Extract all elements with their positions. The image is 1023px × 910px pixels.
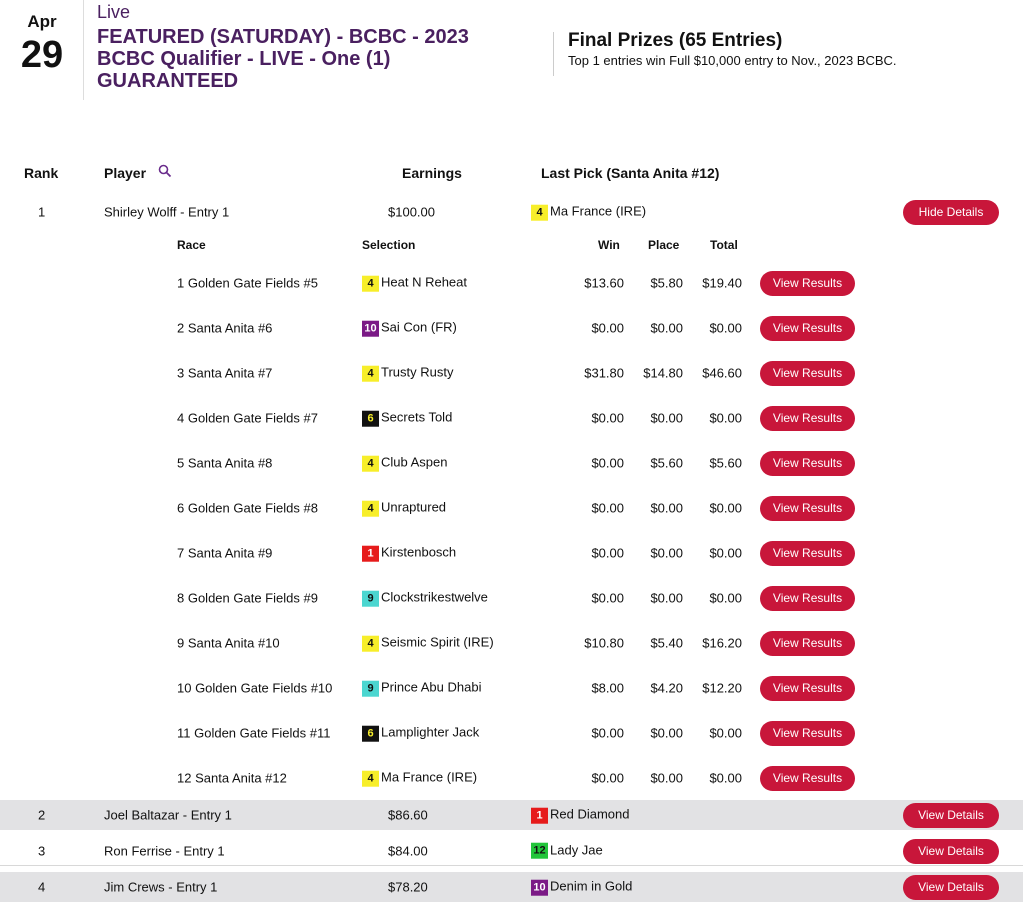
last-pick-cell: [531, 807, 630, 824]
detail-row: [0, 538, 1023, 568]
horse-name: Red Diamond: [550, 806, 630, 822]
view-details-button[interactable]: View Details: [903, 839, 999, 864]
date-day: 29: [20, 34, 64, 76]
place-cell: $0.00: [650, 410, 683, 426]
horse-name: Prince Abu Dhabi: [381, 679, 482, 695]
horse-name: Sai Con (FR): [381, 319, 457, 335]
selection-cell: [362, 590, 488, 607]
post-position-badge: 6: [362, 725, 379, 741]
column-earnings: Earnings: [402, 165, 462, 181]
win-cell: $13.60: [584, 275, 624, 291]
column-last-pick: Last Pick (Santa Anita #12): [541, 165, 720, 181]
horse-name: Kirstenbosch: [381, 544, 457, 560]
view-results-button[interactable]: View Results: [760, 496, 855, 521]
horse-name: Lady Jae: [550, 842, 603, 858]
column-player: Player: [104, 165, 147, 181]
total-cell: $19.40: [702, 275, 742, 291]
date-month: Apr: [27, 12, 57, 31]
win-cell: $0.00: [591, 455, 624, 471]
place-cell: $5.60: [650, 455, 683, 471]
total-cell: $16.20: [702, 635, 742, 651]
selection-cell: [362, 635, 494, 652]
selection-cell: [362, 500, 446, 517]
rank-cell: 2: [38, 807, 46, 823]
selection-cell: [362, 275, 467, 292]
post-position-badge: 1: [362, 545, 379, 561]
player-name: Joel Baltazar - Entry 1: [104, 807, 232, 823]
race-cell: 1 Golden Gate Fields #5: [177, 275, 318, 291]
total-cell: $0.00: [709, 410, 742, 426]
view-results-button[interactable]: View Results: [760, 766, 855, 791]
win-cell: $0.00: [591, 320, 624, 336]
contest-title: FEATURED (SATURDAY) - BCBC - 2023 BCBC Qualifier - LIVE - One (1) GUARANTEED: [97, 26, 469, 92]
place-cell: $14.80: [643, 365, 683, 381]
hide-details-button[interactable]: Hide Details: [903, 200, 999, 225]
total-cell: $0.00: [709, 590, 742, 606]
divider: [553, 32, 554, 76]
win-cell: $0.00: [591, 590, 624, 606]
detail-row: [0, 358, 1023, 388]
total-cell: $0.00: [709, 770, 742, 786]
horse-name: Unraptured: [381, 499, 447, 515]
post-position-badge: 4: [362, 500, 379, 516]
detail-row: [0, 403, 1023, 433]
post-position-badge: 12: [531, 843, 548, 859]
horse-name: Club Aspen: [381, 454, 448, 470]
selection-cell: [362, 770, 477, 787]
post-position-badge: 4: [362, 365, 379, 381]
detail-row: [0, 628, 1023, 658]
race-cell: 5 Santa Anita #8: [177, 455, 273, 471]
place-cell: $0.00: [650, 770, 683, 786]
place-cell: $5.80: [650, 275, 683, 291]
horse-name: Heat N Reheat: [381, 274, 467, 290]
place-cell: $0.00: [650, 590, 683, 606]
leaderboard-row: [0, 800, 1023, 830]
race-cell: 12 Santa Anita #12: [177, 770, 287, 786]
race-cell: 11 Golden Gate Fields #11: [177, 725, 331, 741]
player-name: Shirley Wolff - Entry 1: [104, 204, 230, 220]
race-cell: 10 Golden Gate Fields #10: [177, 680, 333, 696]
rank-cell: 4: [38, 879, 46, 895]
detail-column-selection: Selection: [362, 238, 416, 252]
win-cell: $0.00: [591, 410, 624, 426]
horse-name: Ma France (IRE): [381, 769, 478, 785]
selection-cell: [362, 410, 452, 427]
view-results-button[interactable]: View Results: [760, 451, 855, 476]
date-block: [0, 0, 84, 100]
view-results-button[interactable]: View Results: [760, 316, 855, 341]
race-cell: 2 Santa Anita #6: [177, 320, 273, 336]
post-position-badge: 6: [362, 410, 379, 426]
horse-name: Ma France (IRE): [550, 203, 647, 219]
total-cell: $0.00: [709, 545, 742, 561]
contest-status: Live: [97, 2, 131, 22]
post-position-badge: 4: [362, 275, 379, 291]
detail-row: [0, 718, 1023, 748]
win-cell: $31.80: [584, 365, 624, 381]
selection-cell: [362, 455, 448, 472]
leaderboard-row: [0, 872, 1023, 902]
view-results-button[interactable]: View Results: [760, 721, 855, 746]
last-pick-cell: [531, 842, 603, 859]
total-cell: $5.60: [709, 455, 742, 471]
leaderboard-row: [0, 197, 1023, 227]
earnings-cell: $100.00: [388, 204, 435, 220]
view-results-button[interactable]: View Results: [760, 406, 855, 431]
view-details-button[interactable]: View Details: [903, 875, 999, 900]
place-cell: $0.00: [650, 545, 683, 561]
horse-name: Lamplighter Jack: [381, 724, 480, 740]
total-cell: $0.00: [709, 500, 742, 516]
horse-name: Trusty Rusty: [381, 364, 454, 380]
place-cell: $0.00: [650, 500, 683, 516]
earnings-cell: $86.60: [388, 807, 428, 823]
view-results-button[interactable]: View Results: [760, 361, 855, 386]
win-cell: $0.00: [591, 500, 624, 516]
selection-cell: [362, 320, 457, 337]
prizes-title: Final Prizes (65 Entries): [568, 30, 783, 51]
detail-row: [0, 763, 1023, 793]
view-results-button[interactable]: View Results: [760, 631, 855, 656]
post-position-badge: 1: [531, 807, 548, 823]
post-position-badge: 4: [362, 635, 379, 651]
view-results-button[interactable]: View Results: [760, 586, 855, 611]
view-details-button[interactable]: View Details: [903, 803, 999, 828]
player-name: Ron Ferrise - Entry 1: [104, 843, 225, 858]
place-cell: $0.00: [650, 725, 683, 741]
detail-column-place: Place: [648, 238, 680, 252]
post-position-badge: 4: [531, 204, 548, 220]
win-cell: $0.00: [591, 545, 624, 561]
last-pick-cell: [531, 879, 632, 896]
horse-name: Denim in Gold: [550, 878, 633, 894]
race-cell: 9 Santa Anita #10: [177, 635, 280, 651]
race-cell: 8 Golden Gate Fields #9: [177, 590, 318, 606]
race-cell: 6 Golden Gate Fields #8: [177, 500, 318, 516]
rank-cell: 1: [38, 204, 46, 220]
post-position-badge: 10: [531, 879, 548, 895]
column-rank: Rank: [24, 165, 59, 181]
detail-row: [0, 493, 1023, 523]
horse-name: Seismic Spirit (IRE): [381, 634, 494, 650]
post-position-badge: 9: [362, 680, 379, 696]
detail-row: [0, 448, 1023, 478]
leaderboard-row: [0, 836, 1023, 866]
horse-name: Secrets Told: [381, 409, 453, 425]
post-position-badge: 9: [362, 590, 379, 606]
detail-row: [0, 673, 1023, 703]
detail-row: [0, 583, 1023, 613]
search-icon[interactable]: [158, 164, 172, 178]
total-cell: $0.00: [709, 725, 742, 741]
win-cell: $10.80: [584, 635, 624, 651]
place-cell: $5.40: [650, 635, 683, 651]
selection-cell: [362, 680, 481, 697]
detail-column-win: Win: [598, 238, 620, 252]
win-cell: $0.00: [591, 725, 624, 741]
selection-cell: [362, 545, 456, 562]
race-cell: 7 Santa Anita #9: [177, 545, 273, 561]
place-cell: $0.00: [650, 320, 683, 336]
earnings-cell: $78.20: [388, 879, 428, 895]
total-cell: $12.20: [702, 680, 742, 696]
race-cell: 3 Santa Anita #7: [177, 365, 273, 381]
post-position-badge: 4: [362, 770, 379, 786]
total-cell: $46.60: [702, 365, 742, 381]
win-cell: $8.00: [591, 680, 624, 696]
win-cell: $0.00: [591, 770, 624, 786]
post-position-badge: 10: [362, 320, 379, 336]
detail-column-race: Race: [177, 238, 206, 252]
player-name: Jim Crews - Entry 1: [104, 879, 218, 895]
prizes-description: Top 1 entries win Full $10,000 entry to Nov., 2023 BCBC.: [568, 53, 897, 68]
horse-name: Clockstrikestwelve: [381, 589, 488, 605]
view-results-button[interactable]: View Results: [760, 541, 855, 566]
last-pick-cell: [531, 204, 646, 221]
detail-row: [0, 268, 1023, 298]
selection-cell: [362, 725, 479, 742]
detail-column-total: Total: [710, 238, 738, 252]
selection-cell: [362, 365, 453, 382]
view-results-button[interactable]: View Results: [760, 676, 855, 701]
total-cell: $0.00: [709, 320, 742, 336]
view-results-button[interactable]: View Results: [760, 271, 855, 296]
place-cell: $4.20: [650, 680, 683, 696]
detail-row: [0, 313, 1023, 343]
race-cell: 4 Golden Gate Fields #7: [177, 410, 318, 426]
post-position-badge: 4: [362, 455, 379, 471]
rank-cell: 3: [38, 843, 46, 858]
earnings-cell: $84.00: [388, 843, 428, 858]
